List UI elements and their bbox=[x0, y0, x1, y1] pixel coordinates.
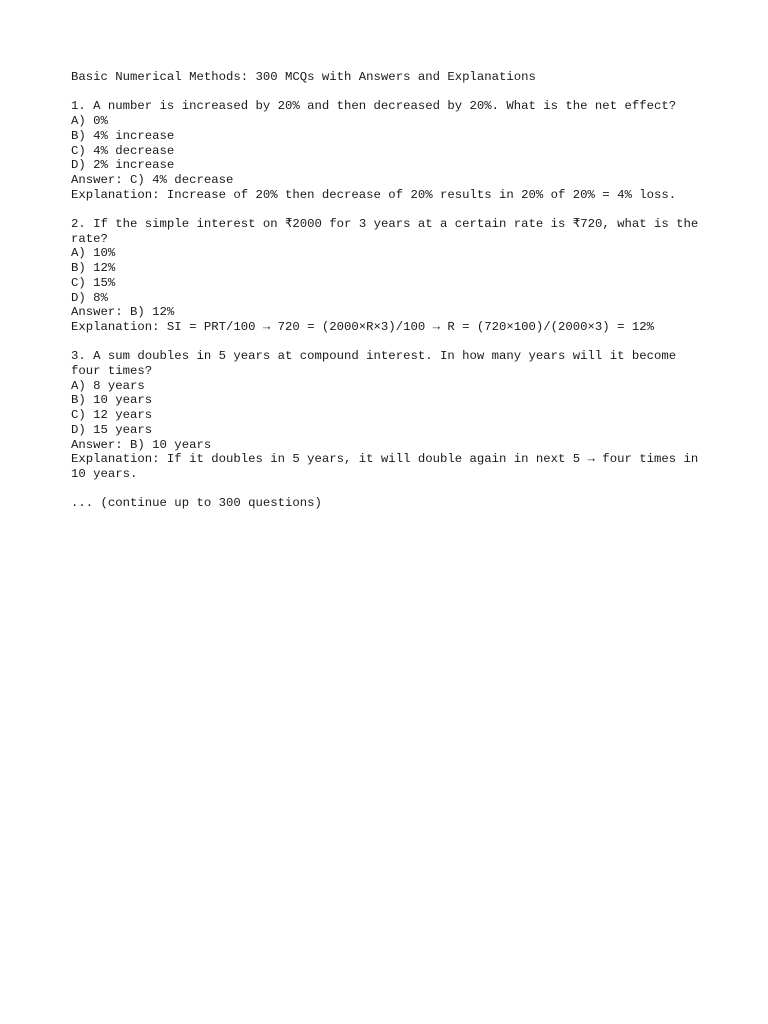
question-block-2 bbox=[71, 217, 711, 335]
spacer bbox=[71, 335, 711, 350]
option-d: D) 15 years bbox=[71, 422, 153, 437]
option-b: B) 10 years bbox=[71, 393, 153, 408]
question-block-3 bbox=[71, 349, 711, 481]
explanation-text: Explanation: If it doubles in 5 years, it will double again in next 5 → four times in 10 years. bbox=[71, 452, 699, 481]
option-b: B) 12% bbox=[71, 261, 116, 276]
document-title: Basic Numerical Methods: 300 MCQs with Answers and Explanations bbox=[71, 70, 536, 84]
explanation-text: Explanation: Increase of 20% then decrease of 20% results in 20% of 20% = 4% loss. bbox=[71, 187, 677, 202]
option-a: A) 0% bbox=[71, 114, 108, 129]
document-page bbox=[71, 70, 711, 511]
option-a: A) 10% bbox=[71, 246, 116, 261]
spacer bbox=[71, 482, 711, 497]
option-c: C) 15% bbox=[71, 275, 116, 290]
option-c: C) 12 years bbox=[71, 408, 153, 423]
option-d: D) 2% increase bbox=[71, 158, 175, 173]
answer-text: Answer: B) 10 years bbox=[71, 437, 212, 452]
question-text: 1. A number is increased by 20% and then decreased by 20%. What is the net effect? bbox=[71, 99, 677, 114]
option-d: D) 8% bbox=[71, 290, 108, 305]
option-a: A) 8 years bbox=[71, 378, 145, 393]
answer-text: Answer: B) 12% bbox=[71, 305, 175, 320]
continuation-note: ... (continue up to 300 questions) bbox=[71, 496, 322, 511]
question-text: 3. A sum doubles in 5 years at compound interest. In how many years will it become four times? bbox=[71, 349, 677, 379]
question-block-1 bbox=[71, 99, 711, 202]
question-text: 2. If the simple interest on ₹2000 for 3 years at a certain rate is ₹720, what is the rate? bbox=[71, 217, 699, 246]
spacer bbox=[71, 85, 711, 100]
spacer bbox=[71, 202, 711, 217]
option-b: B) 4% increase bbox=[71, 128, 175, 143]
answer-text: Answer: C) 4% decrease bbox=[71, 172, 234, 187]
explanation-text: Explanation: SI = PRT/100 → 720 = (2000×R×3)/100 → R = (720×100)/(2000×3) = 12% bbox=[71, 319, 654, 334]
option-c: C) 4% decrease bbox=[71, 143, 175, 158]
